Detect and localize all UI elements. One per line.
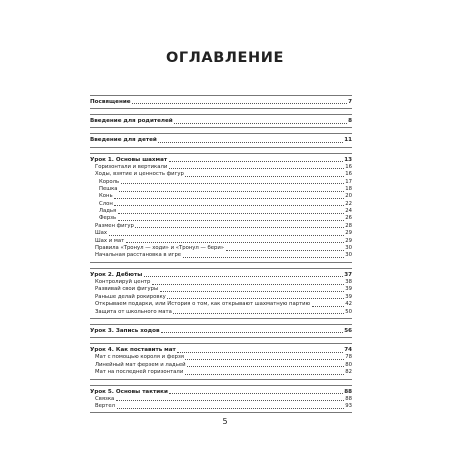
toc-section xyxy=(90,153,352,263)
toc-page-number: 88 xyxy=(345,395,352,402)
toc-page-number: 39 xyxy=(345,293,352,300)
toc-entry-title: Введение для детей xyxy=(90,137,157,144)
toc-entry[interactable] xyxy=(90,164,352,171)
toc-entry-title: Ладья xyxy=(99,208,117,215)
toc-entry[interactable] xyxy=(90,186,352,193)
toc-entry[interactable] xyxy=(90,171,352,178)
dot-leader xyxy=(177,352,342,353)
dot-leader xyxy=(121,183,344,184)
toc-page-number: 8 xyxy=(348,118,352,125)
toc-entry-title: Ходы, взятие и ценность фигур xyxy=(95,171,184,178)
toc-entry[interactable] xyxy=(90,252,352,259)
toc-page-number: 29 xyxy=(345,230,352,237)
toc-page-number: 17 xyxy=(345,178,352,185)
dot-leader xyxy=(135,227,343,228)
dot-leader xyxy=(152,284,344,285)
toc-page-number: 16 xyxy=(345,163,352,170)
dot-leader xyxy=(169,161,343,162)
dot-leader xyxy=(312,306,344,307)
dot-leader xyxy=(185,359,343,360)
table-of-contents xyxy=(90,95,352,418)
toc-page-number: 78 xyxy=(345,354,352,361)
toc-page-number: 24 xyxy=(345,208,352,215)
toc-entry-title: Слон xyxy=(99,200,113,207)
toc-page-number: 50 xyxy=(345,308,352,315)
dot-leader xyxy=(114,198,344,199)
toc-entry-title: Защита от школьного мата xyxy=(95,308,172,315)
toc-entry-title: Урок 5. Основы тактики xyxy=(90,388,168,395)
toc-page-number: 18 xyxy=(345,185,352,192)
dot-leader xyxy=(132,103,347,104)
toc-entry-title: Посвящение xyxy=(90,98,131,105)
toc-entry[interactable] xyxy=(90,403,352,410)
dot-leader xyxy=(174,123,346,124)
toc-entry[interactable] xyxy=(90,369,352,376)
toc-entry-title: Пешка xyxy=(99,185,118,192)
toc-entry-title: Раньше делай рокировку xyxy=(95,293,166,300)
toc-page-number: 42 xyxy=(345,301,352,308)
dot-leader xyxy=(109,235,344,236)
toc-chapter[interactable] xyxy=(90,136,352,144)
toc-entry[interactable] xyxy=(90,286,352,293)
toc-entry[interactable] xyxy=(90,309,352,316)
dot-leader xyxy=(114,205,343,206)
page-title: ОГЛАВЛЕНИЕ xyxy=(165,50,284,66)
dot-leader xyxy=(118,220,344,221)
toc-entry-title: Мат с помощью короля и ферзя xyxy=(95,354,184,361)
page-number: 5 xyxy=(222,417,228,426)
toc-entry[interactable] xyxy=(90,223,352,230)
toc-entry[interactable] xyxy=(90,294,352,301)
toc-section xyxy=(90,268,352,319)
toc-chapter[interactable] xyxy=(90,271,352,279)
toc-page-number: 93 xyxy=(345,403,352,410)
toc-entry[interactable] xyxy=(90,193,352,200)
toc-entry-title: Введение для родителей xyxy=(90,118,173,125)
toc-entry-title: Урок 4. Как поставить мат xyxy=(90,347,176,354)
toc-section xyxy=(90,343,352,379)
toc-entry-title: Развивай свои фигуры xyxy=(95,286,159,293)
toc-entry-title: Король xyxy=(99,178,120,185)
toc-section xyxy=(90,133,352,147)
toc-entry[interactable] xyxy=(90,208,352,215)
dot-leader xyxy=(167,298,343,299)
toc-chapter[interactable] xyxy=(90,388,352,396)
toc-page-number: 29 xyxy=(345,237,352,244)
dot-leader xyxy=(158,142,342,143)
toc-chapter[interactable] xyxy=(90,156,352,164)
toc-entry-title: Вертел xyxy=(95,403,115,410)
toc-page-number: 38 xyxy=(345,279,352,285)
toc-entry-title: Горизонтали и вертикали xyxy=(95,163,168,170)
toc-entry[interactable] xyxy=(90,179,352,186)
toc-page-number: 39 xyxy=(345,286,352,293)
toc-entry[interactable] xyxy=(90,301,352,308)
toc-page-number: 88 xyxy=(344,388,352,395)
toc-entry[interactable] xyxy=(90,230,352,237)
toc-page-number: 30 xyxy=(345,245,352,252)
toc-section xyxy=(90,95,352,109)
dot-leader xyxy=(119,191,344,192)
toc-entry-title: Ферзь xyxy=(99,215,117,222)
toc-page-number: 56 xyxy=(344,327,352,334)
dot-leader xyxy=(169,168,344,169)
toc-entry-title: Урок 1. Основы шахмат xyxy=(90,156,168,163)
toc-section xyxy=(90,324,352,338)
toc-page-number: 26 xyxy=(345,215,352,222)
dot-leader xyxy=(185,176,343,177)
toc-entry-title: Шах и мат xyxy=(95,237,125,244)
toc-entry[interactable] xyxy=(90,215,352,222)
toc-page-number: 37 xyxy=(344,271,352,278)
dot-leader xyxy=(144,276,343,277)
toc-entry-title: Мат на последней горизонтали xyxy=(95,369,184,376)
toc-entry-title: Урок 3. Запись ходов xyxy=(90,327,160,334)
toc-entry[interactable] xyxy=(90,354,352,361)
toc-entry[interactable] xyxy=(90,396,352,403)
toc-page-number: 74 xyxy=(344,347,352,354)
dot-leader xyxy=(116,400,344,401)
dot-leader xyxy=(185,374,344,375)
toc-page-number: 22 xyxy=(345,200,352,207)
dot-leader xyxy=(117,408,344,409)
toc-chapter[interactable] xyxy=(90,117,352,125)
toc-page-number: 20 xyxy=(345,193,352,200)
dot-leader xyxy=(226,250,344,251)
toc-entry[interactable] xyxy=(90,245,352,252)
toc-page-number: 82 xyxy=(345,369,352,376)
toc-page-number: 11 xyxy=(344,137,352,144)
toc-chapter[interactable] xyxy=(90,98,352,106)
dot-leader xyxy=(169,393,342,394)
dot-leader xyxy=(173,313,343,314)
toc-entry-title: Шах xyxy=(95,230,108,237)
dot-leader xyxy=(161,332,343,333)
toc-entry-title: Правила «Тронул — ходи» и «Тронул — бери» xyxy=(95,245,225,252)
toc-entry-title: Урок 2. Дебюты xyxy=(90,271,143,278)
toc-section xyxy=(90,385,352,414)
toc-entry-title: Начальная расстановка в игре xyxy=(95,252,182,259)
toc-entry[interactable] xyxy=(90,238,352,245)
toc-entry-title: Связка xyxy=(95,395,115,402)
toc-entry[interactable] xyxy=(90,201,352,208)
dot-leader xyxy=(183,257,344,258)
toc-page-number: 28 xyxy=(345,222,352,229)
toc-page-number: 7 xyxy=(348,98,352,105)
toc-entry-title: Открываем подарки, или История о том, как открывают шахматную партию xyxy=(95,301,311,308)
toc-page-number: 30 xyxy=(345,252,352,259)
toc-chapter[interactable] xyxy=(90,327,352,335)
toc-entry-title: Линейный мат ферзем и ладьей xyxy=(95,361,186,368)
dot-leader xyxy=(160,291,344,292)
toc-entry-title: Размен фигур xyxy=(95,222,134,229)
dot-leader xyxy=(126,242,344,243)
dot-leader xyxy=(118,213,344,214)
toc-entry-title: Конь xyxy=(99,193,113,200)
dot-leader xyxy=(187,366,344,367)
toc-page-number: 80 xyxy=(345,361,352,368)
toc-chapter[interactable] xyxy=(90,346,352,354)
toc-page-number: 13 xyxy=(344,156,352,163)
toc-entry-title: Контролируй центр xyxy=(95,279,151,285)
toc-section xyxy=(90,114,352,128)
toc-page-number: 16 xyxy=(345,171,352,178)
